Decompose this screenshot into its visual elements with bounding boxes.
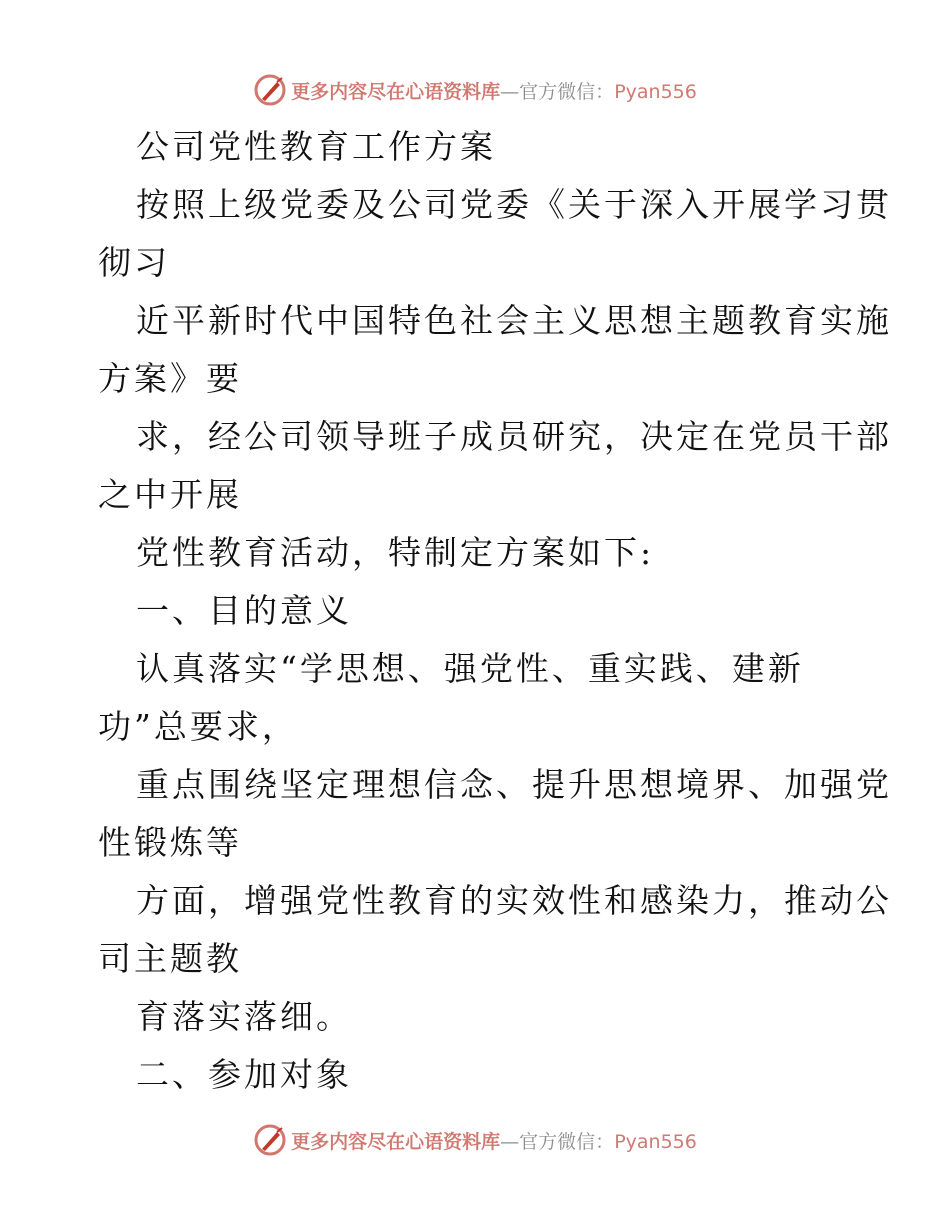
paragraph-line: 求，经公司领导班子成员研究，决定在党员干部 bbox=[136, 417, 892, 456]
paragraph-line: 彻习 bbox=[98, 243, 170, 282]
paragraph-line: 党性教育活动，特制定方案如下: bbox=[136, 533, 655, 572]
quill-pen-logo-icon bbox=[253, 1123, 287, 1157]
paragraph-line: 方面，增强党性教育的实效性和感染力，推动公 bbox=[136, 881, 892, 920]
header-banner bbox=[0, 70, 950, 110]
banner-wechat-label: —官方微信： bbox=[500, 1130, 615, 1153]
section-heading: 二、参加对象 bbox=[136, 1055, 352, 1094]
paragraph-line: 方案》要 bbox=[98, 359, 242, 398]
paragraph-line: 之中开展 bbox=[98, 475, 242, 514]
banner-wechat-label: —官方微信： bbox=[500, 80, 615, 103]
banner-title: 更多内容尽在心语资料库 bbox=[291, 80, 501, 103]
quill-pen-logo-icon bbox=[253, 73, 287, 107]
section-heading: 一、目的意义 bbox=[136, 591, 352, 630]
banner-wechat-id: Pyan556 bbox=[614, 80, 697, 103]
paragraph-line: 认真落实“学思想、强党性、重实践、建新 bbox=[136, 649, 804, 688]
paragraph-line: 育落实落细。 bbox=[136, 997, 352, 1036]
paragraph-line: 功”总要求， bbox=[98, 707, 298, 746]
paragraph-line: 重点围绕坚定理想信念、提升思想境界、加强党 bbox=[136, 765, 892, 804]
document-body bbox=[98, 118, 892, 1104]
doc-title: 公司党性教育工作方案 bbox=[136, 127, 496, 166]
paragraph-line: 按照上级党委及公司党委《关于深入开展学习贯 bbox=[136, 185, 892, 224]
footer-banner bbox=[0, 1120, 950, 1160]
banner-title: 更多内容尽在心语资料库 bbox=[291, 1130, 501, 1153]
banner-wechat-id: Pyan556 bbox=[614, 1130, 697, 1153]
paragraph-line: 司主题教 bbox=[98, 939, 242, 978]
paragraph-line: 性锻炼等 bbox=[98, 823, 242, 862]
paragraph-line: 近平新时代中国特色社会主义思想主题教育实施 bbox=[136, 301, 892, 340]
